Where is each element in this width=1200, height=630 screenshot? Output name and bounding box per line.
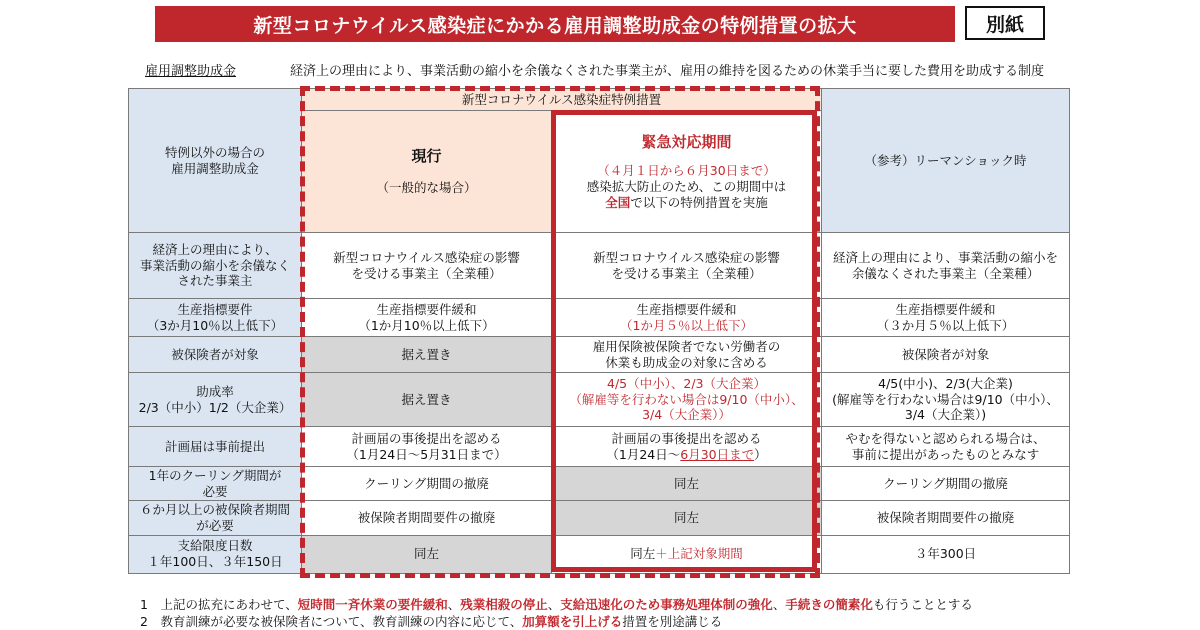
row-left: 経済上の理由により、 事業活動の縮小を余儀なく された事業主 [129, 233, 302, 299]
row-emergency: 同左 [552, 467, 822, 501]
note-2: 2 教育訓練が必要な被保険者について、教育訓練の内容に応じて、加算額を引上げる措置を別途講じる [140, 614, 723, 629]
row-emergency: 同左 [552, 501, 822, 535]
row-ref: ３年300日 [822, 535, 1070, 573]
table-row [129, 337, 1070, 373]
row-ref: クーリング期間の撤廃 [822, 467, 1070, 501]
header-left: 特例以外の場合の 雇用調整助成金 [129, 89, 302, 233]
table-row [129, 535, 1070, 573]
row-emergency: 新型コロナウイルス感染症の影響 を受ける事業主（全業種） [552, 233, 822, 299]
note-1: 1 上記の拡充にあわせて、短時間一斉休業の要件緩和、残業相殺の停止、支給迅速化のため事務処理体制の強化、手続きの簡素化も行うこととする [140, 597, 973, 612]
row-current: クーリング期間の撤廃 [302, 467, 552, 501]
header-emergency [552, 111, 822, 233]
table-row [129, 299, 1070, 337]
row-current: 据え置き [302, 373, 552, 427]
comparison-table [128, 88, 1070, 574]
row-emergency: 計画届の事後提出を認める （1月24日～6月30日まで） [552, 427, 822, 467]
table-row [129, 233, 1070, 299]
row-left: 被保険者が対象 [129, 337, 302, 373]
row-left: 助成率 2/3（中小）1/2（大企業） [129, 373, 302, 427]
page-title: 新型コロナウイルス感染症にかかる雇用調整助成金の特例措置の拡大 [155, 6, 955, 42]
row-ref: 被保険者が対象 [822, 337, 1070, 373]
attachment-label: 別紙 [965, 6, 1045, 40]
row-ref: やむを得ないと認められる場合は、 事前に提出があったものとみなす [822, 427, 1070, 467]
row-emergency: 雇用保険被保険者でない労働者の 休業も助成金の対象に含める [552, 337, 822, 373]
emergency-title: 緊急対応期間 [641, 132, 732, 151]
current-subtitle: （一般的な場合） [376, 180, 477, 196]
special-measures-header: 新型コロナウイルス感染症特例措置 [302, 89, 822, 111]
table-row [129, 427, 1070, 467]
row-ref: 4/5(中小)、2/3(大企業) (解雇等を行わない場合は9/10（中小）、 3/4（大企業）) [822, 373, 1070, 427]
row-ref: 被保険者期間要件の撤廃 [822, 501, 1070, 535]
row-current: 同左 [302, 535, 552, 573]
header-current [302, 111, 552, 233]
header-reference: （参考）リーマンショック時 [822, 89, 1070, 233]
row-emergency: 生産指標要件緩和 （1か月５％以上低下） [552, 299, 822, 337]
row-current: 被保険者期間要件の撤廃 [302, 501, 552, 535]
table-row [129, 373, 1070, 427]
row-left: 支給限度日数 １年100日、３年150日 [129, 535, 302, 573]
current-title: 現行 [411, 147, 442, 166]
definition-label: 雇用調整助成金 [145, 64, 237, 79]
emergency-desc2: 全国で以下の特例措置を実施 [605, 194, 768, 210]
row-left: 生産指標要件 （3か月10％以上低下） [129, 299, 302, 337]
row-ref: 経済上の理由により、事業活動の縮小を 余儀なくされた事業主（全業種） [822, 233, 1070, 299]
row-left: ６か月以上の被保険者期間 が必要 [129, 501, 302, 535]
row-emergency: 同左＋上記対象期間 [552, 535, 822, 573]
row-current: 生産指標要件緩和 （1か月10％以上低下） [302, 299, 552, 337]
row-current: 新型コロナウイルス感染症の影響 を受ける事業主（全業種） [302, 233, 552, 299]
emergency-period: （４月１日から６月30日まで） [597, 163, 776, 179]
row-emergency: 4/5（中小）、2/3（大企業） （解雇等を行わない場合は9/10（中小）、 3/4（大企業）） [552, 373, 822, 427]
row-current: 計画届の事後提出を認める （1月24日～5月31日まで） [302, 427, 552, 467]
table-row [129, 467, 1070, 501]
row-ref: 生産指標要件緩和 （３か月５％以上低下） [822, 299, 1070, 337]
definition-text: 経済上の理由により、事業活動の縮小を余儀なくされた事業主が、雇用の維持を図るための休業手当に要した費用を助成する制度 [290, 64, 1045, 79]
row-left: 1年のクーリング期間が 必要 [129, 467, 302, 501]
emergency-desc1: 感染拡大防止のため、この期間中は [586, 179, 787, 195]
table-row [129, 501, 1070, 535]
row-left: 計画届は事前提出 [129, 427, 302, 467]
row-current: 据え置き [302, 337, 552, 373]
